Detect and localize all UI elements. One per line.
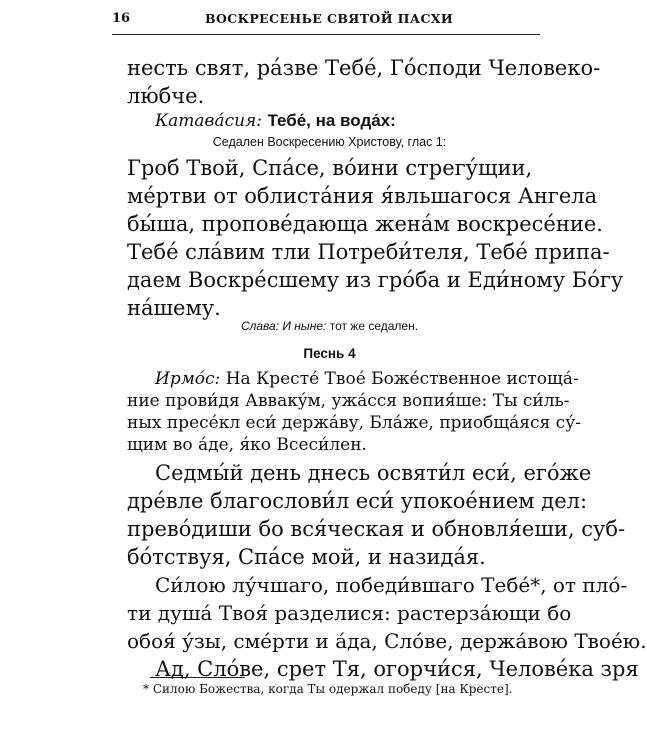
- text-line: несть свят, ра́зве Тебе́, Го́споди Человеко-: [127, 56, 601, 80]
- text-line: прево́диши бо вся́ческая и обновля́еши, суб-: [127, 517, 626, 541]
- text-line: Си́лою лу́чшаго, победи́вшаго Тебе́*, от пло́-: [155, 573, 628, 597]
- text-line: обоя́ у́зы, сме́рти и а́да, Сло́ве, держа́вою Твое́ю.: [127, 629, 647, 653]
- text-line: ти душа́ Твоя́ разделися: растерза́ющи бо: [127, 601, 572, 625]
- footnote: * Силою Божества, когда Ты одержал победу [на Кресте].: [143, 682, 513, 696]
- text-line: бо́тствуя, Спа́се мой, и назида́я.: [127, 545, 486, 569]
- irmos-first-line: [155, 369, 579, 389]
- slava-label: Слава: И ныне:: [240, 319, 327, 333]
- slava-line: [127, 318, 532, 334]
- slava-text: тот же седален.: [329, 319, 419, 333]
- irmos-line: ных пресе́кл еси́ держа́ву, Бла́же, приобща́яся су́-: [127, 413, 581, 433]
- text-line: лю́бче.: [127, 84, 205, 108]
- katavasia-line: [155, 111, 560, 131]
- irmos-text: На Кресте́ Твое́ Боже́ственное истоща́-: [225, 369, 579, 389]
- text-line: дре́вле благослови́л еси́ упокое́нием дел:: [127, 489, 588, 513]
- sedalen-heading: Седален Воскресению Христову, глас 1:: [212, 135, 447, 149]
- header-rule: [112, 34, 540, 35]
- text-line: бы́ша, пропове́дающа жена́м воскресе́ние.: [127, 212, 603, 236]
- katavasia-text: Тебе́, на вода́х:: [267, 111, 396, 130]
- text-line: Ад, Сло́ве, срет Тя, огорчи́ся, Челове́ка зря: [155, 657, 639, 681]
- page-number: 16: [112, 11, 131, 26]
- text-line: Тебе́ сла́вим тли Потреби́теля, Тебе́ припа-: [127, 240, 610, 264]
- footnote-rule: [150, 677, 245, 678]
- irmos-label: Ирмо́с:: [155, 369, 221, 389]
- irmos-line: щим во а́де, я́ко Всеси́лен.: [127, 435, 367, 455]
- text-line: на́шему.: [127, 296, 221, 320]
- text-line: ме́ртви от облиста́ния я́вльшагося Ангела: [127, 184, 598, 208]
- text-line: Седмы́й день днесь освяти́л еси́, его́же: [155, 461, 592, 485]
- running-header-title: ВОСКРЕСЕНЬЕ СВЯТОЙ ПАСХИ: [205, 11, 454, 26]
- katavasia-label: Катава́сия:: [155, 111, 263, 131]
- irmos-line: ние прови́дя Аввакýм, ужа́сся вопия́ше: Ты си́ль-: [127, 391, 570, 411]
- text-line: Гроб Твой, Спа́се, во́ини стрегу́щии,: [127, 156, 533, 180]
- text-line: даем Воскре́сшему из гро́ба и Еди́ному Бо́гу: [127, 268, 624, 292]
- song-heading: Песнь 4: [303, 346, 356, 361]
